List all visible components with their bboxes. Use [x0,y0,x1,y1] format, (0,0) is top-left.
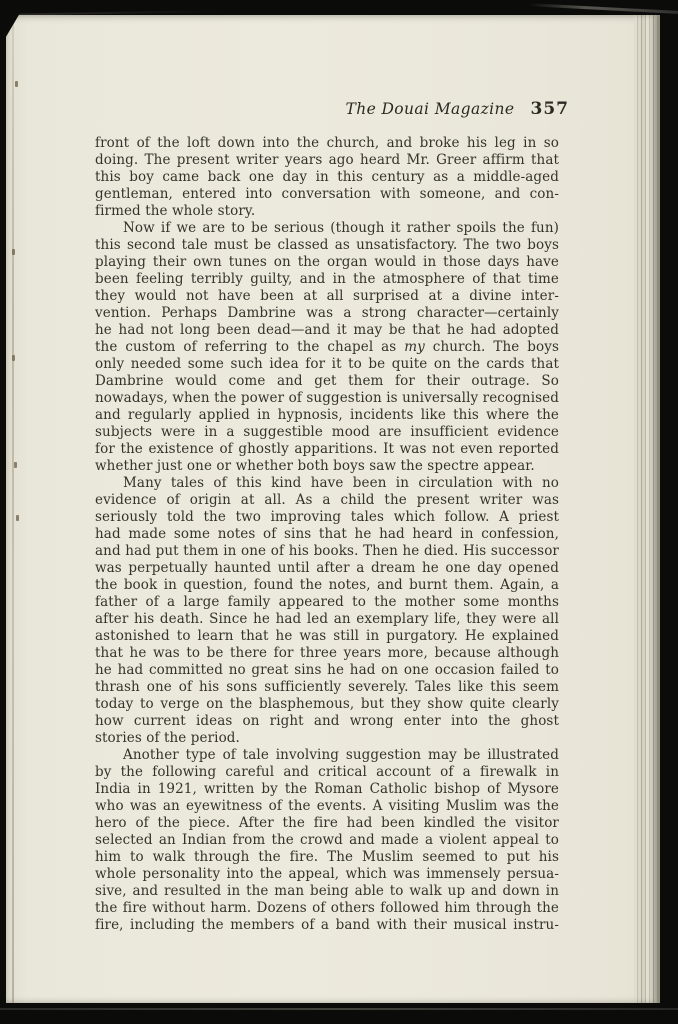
text-line: selected an Indian from the crowd and made a violent appeal to [95,832,559,848]
text-line: astonished to learn that he was still in purgatory. He explained [95,628,559,644]
text-line: today to verge on the blasphemous, but they show quite clearly [95,696,559,712]
gutter-crease [12,15,14,1003]
text-line: only needed some such idea for it to be quite on the cards that [95,356,559,372]
text-line: sive, and resulted in the man being able to walk up and down in [95,883,559,899]
text-line: thrash one of his sons sufficiently severely. Tales like this seem [95,679,559,695]
text-line: India in 1921, written by the Roman Catholic bishop of Mysore [95,781,559,797]
text-line: Now if we are to be serious (though it rather spoils the fun) [123,220,559,236]
text-line: for the existence of ghostly apparitions. It was not even reported [95,441,559,457]
text-line: this boy came back one day in this century as a middle-aged [95,169,559,185]
text-line: vention. Perhaps Dambrine was a strong character—certainly [95,305,559,321]
text-line: that he was to be there for three years more, because although [95,645,559,661]
text-line: nowadays, when the power of suggestion is universally recognised [95,390,559,406]
text-line: they would not have been at all surprised at a divine inter- [95,288,559,304]
stitch-mark [12,355,15,361]
stitch-mark [15,81,18,87]
text-line: Dambrine would come and get them for their outrage. So [95,373,559,389]
text-line: been feeling terribly guilty, and in the atmosphere of that time [95,271,559,287]
text-line: had made some notes of sins that he had heard in confession, [95,526,559,542]
text-line: by the following careful and critical account of a firewalk in [95,764,559,780]
paragraph [95,135,559,220]
paragraph [95,747,559,934]
cover-bottom-edge [0,1008,678,1010]
text-line: Another type of tale involving suggestion may be illustrated [123,747,559,763]
text-line: how current ideas on right and wrong enter into the ghost [95,713,559,729]
text-line: front of the loft down into the church, and broke his leg in so [95,135,559,151]
header-title: The Douai Magazine [345,100,515,118]
book-page [6,15,660,1003]
text-line: the fire without harm. Dozens of others followed him through the [95,900,559,916]
text-line: hero of the piece. After the fire had been kindled the visitor [95,815,559,831]
paragraph [95,475,559,747]
text-line: doing. The present writer years ago heard Mr. Greer affirm that [95,152,559,168]
cover-corner-shadow [0,13,20,47]
text-line: the custom of referring to the chapel as my church. The boys [95,339,559,355]
stitch-mark [16,515,19,521]
stitch-mark [12,249,15,255]
stitch-mark [14,462,17,468]
running-header [95,99,569,119]
text-line: playing their own tunes on the organ would in those days have [95,254,559,270]
text-line: the book in question, found the notes, and burnt them. Again, a [95,577,559,593]
text-line: this second tale must be classed as unsatisfactory. The two boys [95,237,559,253]
text-line: who was an eyewitness of the events. A visiting Muslim was the [95,798,559,814]
text-line: him to walk through the fire. The Muslim seemed to put his [95,849,559,865]
text-line: gentleman, entered into conversation with someone, and con- [95,186,559,202]
header-page-number: 357 [530,99,569,119]
text-line: firmed the whole story. [95,203,256,219]
page-stack-fore-edge [634,15,660,1003]
text-line: was perpetually haunted until after a dream he one day opened [95,560,559,576]
text-line: father of a large family appeared to the mother some months [95,594,559,610]
paragraph [95,220,559,475]
text-line: he had not long been dead—and it may be that he had adopted [95,322,559,338]
text-line: he had committed no great sins he had on one occasion failed to [95,662,559,678]
text-line: and regularly applied in hypnosis, incidents like this where the [95,407,559,423]
body-text [95,135,559,934]
text-line: seriously told the two improving tales which follow. A priest [95,509,559,525]
text-line: whole personality into the appeal, which was immensely persua- [95,866,559,882]
text-line: evidence of origin at all. As a child the present writer was [95,492,559,508]
text-line: stories of the period. [95,730,240,746]
text-line: after his death. Since he had led an exemplary life, they were all [95,611,559,627]
text-line: and had put them in one of his books. Then he died. His successor [95,543,559,559]
text-line: Many tales of this kind have been in circulation with no [123,475,559,491]
cover-edge-highlight [528,3,678,14]
text-line: whether just one or whether both boys saw the spectre appear. [95,458,535,474]
text-line: fire, including the members of a band with their musical instru- [95,917,559,933]
text-line: subjects were in a suggestible mood are insufficient evidence [95,424,559,440]
